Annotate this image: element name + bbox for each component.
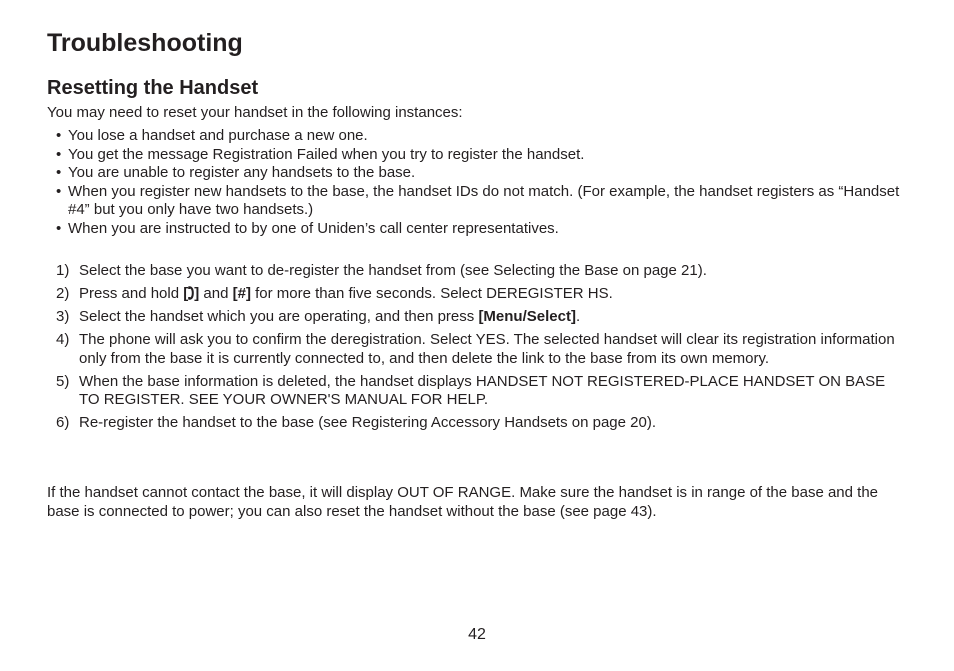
list-item <box>56 146 906 165</box>
key-menu-select: [Menu/Select] <box>478 308 576 325</box>
bullet-marker: • <box>56 164 62 181</box>
step-text-post: for more than five seconds. Select DEREGISTER HS. <box>250 285 613 302</box>
key-bracket-close: ] <box>194 285 200 302</box>
step-item <box>56 285 906 304</box>
step-text: When the base information is deleted, the handset displays HANDSET NOT REGISTERED-PLACE HANDSET ON BASE TO REGISTER. SEE YOUR OWNER'S MANUAL FOR HELP. <box>79 372 886 408</box>
step-text: Re-register the handset to the base (see Registering Accessory Handsets on page 20). <box>79 414 656 431</box>
reset-steps-list <box>56 262 906 437</box>
list-item-text: When you register new handsets to the base, the handset IDs do not match. (For example, the handset registers as “Handset #4” but you only have two handsets.) <box>68 182 900 218</box>
section-heading: Resetting the Handset <box>47 77 259 99</box>
step-text-mid: and <box>199 285 233 302</box>
list-item <box>56 220 906 239</box>
closing-paragraph: If the handset cannot contact the base, it will display OUT OF RANGE. Make sure the handset is in range of the base and the base is connected to power; you can also reset the handset without the base (see page 43). <box>47 484 879 520</box>
list-item-text: When you are instructed to by one of Uniden’s call center representatives. <box>68 219 559 237</box>
step-text-pre: Select the handset which you are operating, and then press <box>79 308 479 325</box>
intro-paragraph: You may need to reset your handset in the following instances: <box>47 104 463 121</box>
step-item <box>56 414 906 433</box>
key-pound: [#] <box>232 285 251 302</box>
list-item <box>56 127 906 146</box>
bullet-marker: • <box>56 127 62 144</box>
step-text: Select the base you want to de-register the handset from (see Selecting the Base on page 21). <box>79 262 707 279</box>
step-item <box>56 373 906 410</box>
bullet-marker: • <box>56 219 62 237</box>
step-text-post: . <box>575 308 581 325</box>
step-number: 5) <box>56 372 70 390</box>
key-bracket-open: [ <box>183 285 189 302</box>
step-number: 6) <box>56 414 70 431</box>
step-item <box>56 331 906 368</box>
step-number: 3) <box>56 308 70 325</box>
step-item <box>56 308 906 327</box>
list-item-text: You are unable to register any handsets to the base. <box>68 164 416 181</box>
list-item <box>56 164 906 183</box>
instances-list <box>56 127 906 238</box>
step-number: 4) <box>56 331 70 348</box>
step-number: 2) <box>56 285 70 302</box>
list-item-text: You lose a handset and purchase a new one. <box>68 127 368 144</box>
step-number: 1) <box>56 262 70 279</box>
bullet-marker: • <box>56 182 62 200</box>
list-item <box>56 183 906 220</box>
page-number: 42 <box>468 626 486 643</box>
step-text: The phone will ask you to confirm the deregistration. Select YES. The selected handset will clear its registration information only from the base it is currently connected to, and then delete the link to the base from its own memory. <box>79 331 895 367</box>
list-item-text: You get the message Registration Failed when you try to register the handset. <box>68 145 585 163</box>
bullet-marker: • <box>56 145 62 163</box>
step-text-pre: Press and hold <box>79 285 184 302</box>
page-title: Troubleshooting <box>47 29 243 57</box>
step-item <box>56 262 906 281</box>
key-talk-button <box>183 285 199 302</box>
